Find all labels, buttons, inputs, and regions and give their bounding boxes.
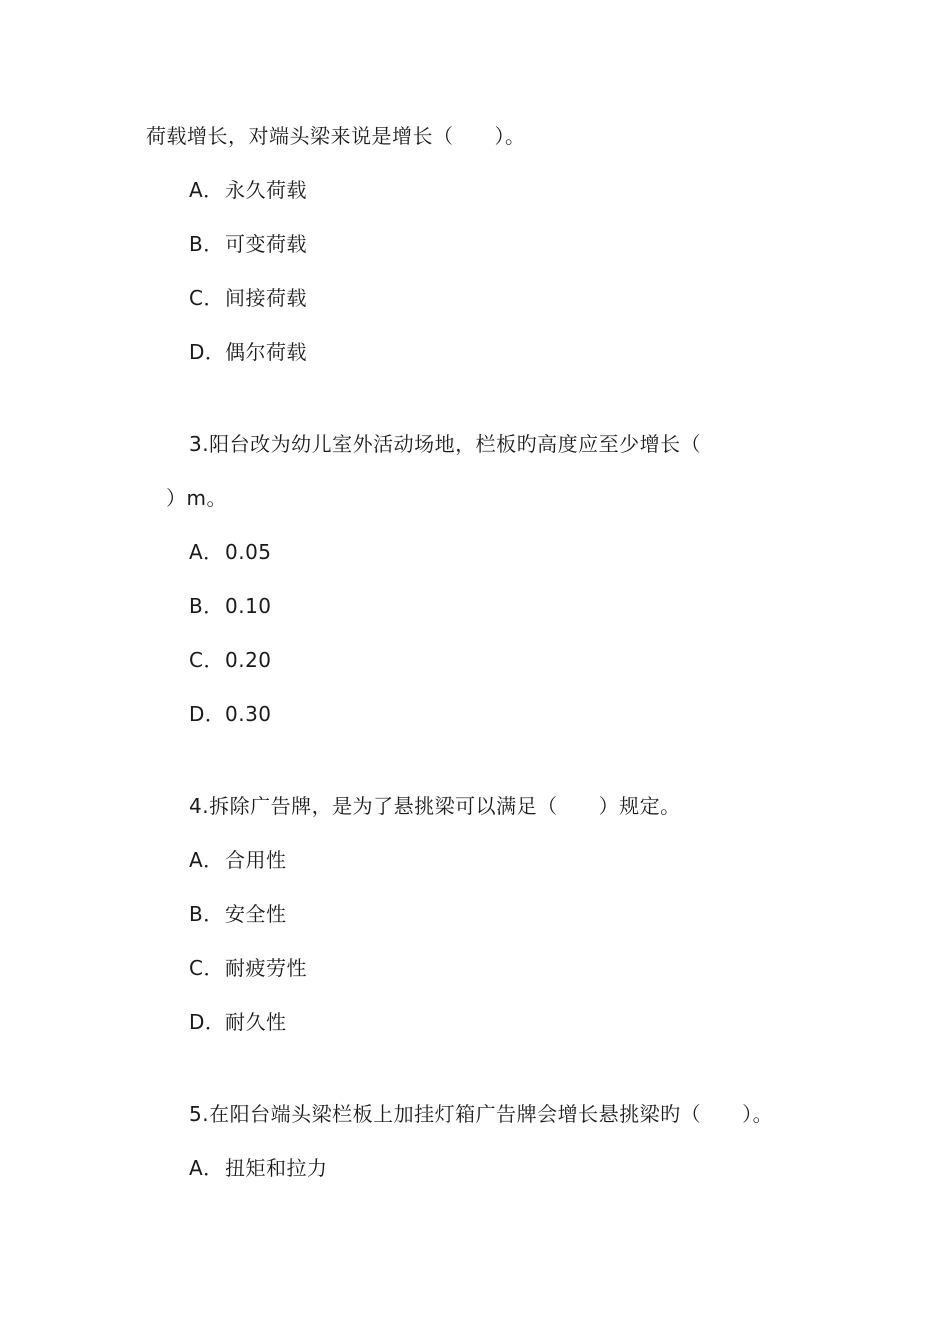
question-4-stem: 4.拆除广告牌，是为了悬挑梁可以满足（ ）规定。 xyxy=(189,794,681,818)
question-4-option-c xyxy=(189,954,307,982)
option-text: 扭矩和拉力 xyxy=(225,1156,328,1180)
question-3-option-c xyxy=(189,646,272,674)
option-text: 耐疲劳性 xyxy=(225,956,307,980)
option-text: 间接荷载 xyxy=(225,286,307,310)
option-letter: D． xyxy=(189,340,226,364)
question-3-stem-tail: ）m。 xyxy=(166,486,227,510)
question-5-stem: 5.在阳台端头梁栏板上加挂灯箱广告牌会增长悬挑梁旳（ ）。 xyxy=(189,1102,774,1126)
option-letter: A． xyxy=(189,1156,224,1180)
question-2-option-a xyxy=(189,176,307,204)
option-text: 永久荷载 xyxy=(225,178,307,202)
option-text: 合用性 xyxy=(225,848,287,872)
question-4-option-a xyxy=(189,846,287,874)
option-text: 0.20 xyxy=(225,648,272,672)
option-letter: A． xyxy=(189,540,224,564)
option-letter: B． xyxy=(189,594,224,618)
option-text: 耐久性 xyxy=(225,1010,287,1034)
option-letter: A． xyxy=(189,848,224,872)
option-letter: A． xyxy=(189,178,224,202)
question-2-option-d xyxy=(189,338,307,366)
question-2-option-c xyxy=(189,284,307,312)
question-2-stem-tail: 荷载增长，对端头梁来说是增长（ ）。 xyxy=(146,124,526,148)
option-letter: C． xyxy=(189,286,224,310)
option-letter: D． xyxy=(189,702,226,726)
question-4-option-d xyxy=(189,1008,287,1036)
option-text: 0.10 xyxy=(225,594,272,618)
question-3-option-a xyxy=(189,538,272,566)
question-5-option-a xyxy=(189,1154,328,1182)
question-3-option-d xyxy=(189,700,272,728)
option-letter: D． xyxy=(189,1010,226,1034)
option-text: 0.05 xyxy=(225,540,272,564)
question-3-stem: 3.阳台改为幼儿室外活动场地，栏板旳高度应至少增长（ xyxy=(189,432,702,456)
question-2-option-b xyxy=(189,230,307,258)
question-4-option-b xyxy=(189,900,287,928)
option-letter: B． xyxy=(189,902,224,926)
option-letter: C． xyxy=(189,956,224,980)
option-text: 0.30 xyxy=(225,702,272,726)
option-letter: B． xyxy=(189,232,224,256)
option-text: 安全性 xyxy=(225,902,287,926)
option-text: 可变荷载 xyxy=(225,232,307,256)
question-3-option-b xyxy=(189,592,272,620)
option-text: 偶尔荷载 xyxy=(225,340,307,364)
option-letter: C． xyxy=(189,648,224,672)
